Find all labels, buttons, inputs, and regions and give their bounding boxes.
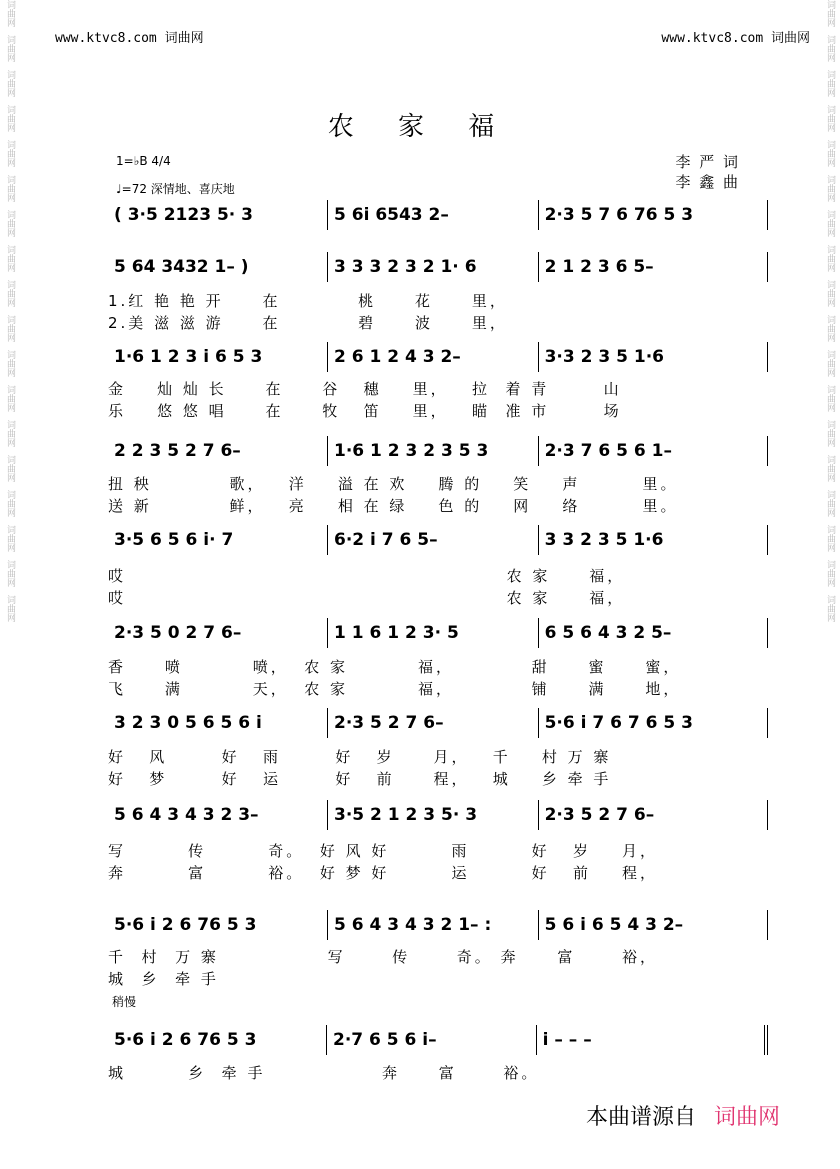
watermark-text: 词曲网: [5, 70, 15, 97]
watermark-text: 词曲网: [5, 420, 15, 447]
measure: 5·6 i 2 6 76 5 3: [108, 1025, 327, 1055]
lyric-line: 哎 农 家 福，: [108, 589, 626, 607]
measure: 2 6 1 2 4 3 2–: [328, 342, 539, 372]
composer-credit: 李 鑫 曲: [675, 173, 740, 191]
watermark-text: 词曲网: [825, 560, 835, 587]
measure: 6·2 i 7 6 5–: [328, 525, 539, 555]
score-system: [108, 342, 768, 372]
measure: 5 6 i 6 5 4 3 2–: [539, 910, 768, 940]
lyric-line: 城 乡 牵 手 奔 富 裕。: [108, 1064, 540, 1082]
measure: 2·3 5 0 2 7 6–: [108, 618, 328, 648]
measure: i – – –: [537, 1025, 768, 1055]
score-system: [108, 436, 768, 466]
lyric-line: 城 乡 牵 手: [108, 970, 219, 988]
lyric-line: 2.美 滋 滋 游 在 碧 波 里，: [108, 314, 508, 332]
watermark-text: 词曲网: [5, 35, 15, 62]
watermark-text: 词曲网: [5, 595, 15, 622]
watermark-text: 词曲网: [5, 245, 15, 272]
watermark-text: 词曲网: [5, 490, 15, 517]
tempo-slow-tag: 稍慢: [112, 995, 137, 1009]
watermark-text: 词曲网: [825, 280, 835, 307]
measure: 2 1 2 3 6 5–: [539, 252, 768, 282]
score-system: [108, 800, 768, 830]
measure: 1 1 6 1 2 3· 5: [328, 618, 539, 648]
score-system: [108, 200, 768, 230]
lyric-line: 好 梦 好 运 好 前 程， 城 乡 牵 手: [108, 770, 612, 788]
measure: 5·6 i 2 6 76 5 3: [108, 910, 328, 940]
score-system: [108, 1025, 768, 1055]
measure: 5 6i 6543 2–: [328, 200, 539, 230]
footer-prefix: 本曲谱源自: [585, 1105, 696, 1130]
measure: 3·3 2 3 5 1·6: [539, 342, 768, 372]
watermark-text: 词曲网: [825, 70, 835, 97]
watermark-text: 词曲网: [5, 350, 15, 377]
header-site-right[interactable]: www.ktvc8.com 词曲网: [661, 31, 810, 46]
watermark-text: 词曲网: [5, 140, 15, 167]
watermark-text: 词曲网: [5, 560, 15, 587]
watermark-right: [822, 0, 838, 1169]
measure: 5 6 4 3 4 3 2 1– :: [328, 910, 539, 940]
watermark-text: 词曲网: [825, 490, 835, 517]
lyric-line: 哎 农 家 福，: [108, 567, 626, 585]
measure: 2·3 5 2 7 6–: [539, 800, 768, 830]
lyric-line: 好 风 好 雨 好 岁 月， 千 村 万 寨: [108, 748, 612, 766]
measure: 5 64 3432 1– ): [108, 252, 328, 282]
header-site-left[interactable]: www.ktvc8.com 词曲网: [55, 31, 204, 46]
watermark-text: 词曲网: [5, 175, 15, 202]
watermark-text: 词曲网: [5, 525, 15, 552]
footer-brand[interactable]: 词曲网: [713, 1105, 780, 1130]
watermark-text: 词曲网: [825, 0, 835, 27]
watermark-text: 词曲网: [825, 420, 835, 447]
measure: ( 3·5 2123 5· 3: [108, 200, 328, 230]
tempo-mark: ♩=72 深情地、喜庆地: [116, 182, 235, 196]
measure: 6 5 6 4 3 2 5–: [539, 618, 768, 648]
watermark-text: 词曲网: [5, 455, 15, 482]
measure: 2·3 7 6 5 6 1–: [539, 436, 768, 466]
watermark-text: 词曲网: [825, 350, 835, 377]
lyric-line: 奔 富 裕。 好 梦 好 运 好 前 程，: [108, 864, 659, 882]
measure: 3 3 2 3 5 1·6: [539, 525, 768, 555]
score-system: [108, 708, 768, 738]
measure: 3 2 3 0 5 6 5 6 i: [108, 708, 328, 738]
measure: 5·6 i 7 6 7 6 5 3: [539, 708, 768, 738]
watermark-left: [2, 0, 18, 1169]
measure: 2·3 5 2 7 6–: [328, 708, 539, 738]
lyric-line: 乐 悠 悠 唱 在 牧 笛 里， 瞄 准 市 场: [108, 402, 622, 420]
watermark-text: 词曲网: [825, 525, 835, 552]
lyric-line: 飞 满 天， 农 家 福， 铺 满 地，: [108, 680, 682, 698]
watermark-text: 词曲网: [825, 105, 835, 132]
watermark-text: 词曲网: [5, 105, 15, 132]
lyricist-credit: 李 严 词: [675, 153, 740, 171]
watermark-text: 词曲网: [5, 385, 15, 412]
watermark-text: 词曲网: [825, 210, 835, 237]
measure: 2·3 5 7 6 76 5 3: [539, 200, 768, 230]
watermark-text: 词曲网: [825, 35, 835, 62]
score-system: [108, 252, 768, 282]
watermark-text: 词曲网: [5, 315, 15, 342]
score-system: [108, 910, 768, 940]
measure: 3·5 6 5 6 i· 7: [108, 525, 328, 555]
watermark-text: 词曲网: [825, 315, 835, 342]
watermark-text: 词曲网: [825, 455, 835, 482]
lyric-line: 1.红 艳 艳 开 在 桃 花 里，: [108, 292, 508, 310]
footer-source: [586, 1100, 780, 1131]
song-title: 农 家 福: [327, 112, 513, 142]
measure: 5 6 4 3 4 3 2 3–: [108, 800, 328, 830]
lyric-line: 千 村 万 寨 写 传 奇。 奔 富 裕，: [108, 948, 659, 966]
watermark-text: 词曲网: [825, 245, 835, 272]
lyric-line: 香 喷 喷， 农 家 福， 甜 蜜 蜜，: [108, 658, 682, 676]
watermark-text: 词曲网: [825, 175, 835, 202]
score-system: [108, 618, 768, 648]
lyric-line: 送 新 鲜， 亮 相 在 绿 色 的 网 络 里。: [108, 497, 679, 515]
watermark-text: 词曲网: [825, 595, 835, 622]
measure: 3 3 3 2 3 2 1· 6: [328, 252, 539, 282]
measure: 2·7 6 5 6 i–: [327, 1025, 537, 1055]
credits: [675, 152, 740, 192]
lyric-line: 写 传 奇。 好 风 好 雨 好 岁 月，: [108, 842, 659, 860]
score-system: [108, 525, 768, 555]
measure: 2 2 3 5 2 7 6–: [108, 436, 328, 466]
measure: 1·6 1 2 3 i 6 5 3: [108, 342, 328, 372]
watermark-text: 词曲网: [5, 280, 15, 307]
lyric-line: 金 灿 灿 长 在 谷 穗 里， 拉 着 青 山: [108, 380, 622, 398]
watermark-text: 词曲网: [825, 385, 835, 412]
watermark-text: 词曲网: [5, 210, 15, 237]
watermark-text: 词曲网: [5, 0, 15, 27]
lyric-line: 扭 秧 歌， 洋 溢 在 欢 腾 的 笑 声 里。: [108, 475, 679, 493]
measure: 1·6 1 2 3 2 3 5 3: [328, 436, 539, 466]
watermark-text: 词曲网: [825, 140, 835, 167]
key-signature: 1=♭B 4/4: [116, 154, 171, 168]
measure: 3·5 2 1 2 3 5· 3: [328, 800, 539, 830]
